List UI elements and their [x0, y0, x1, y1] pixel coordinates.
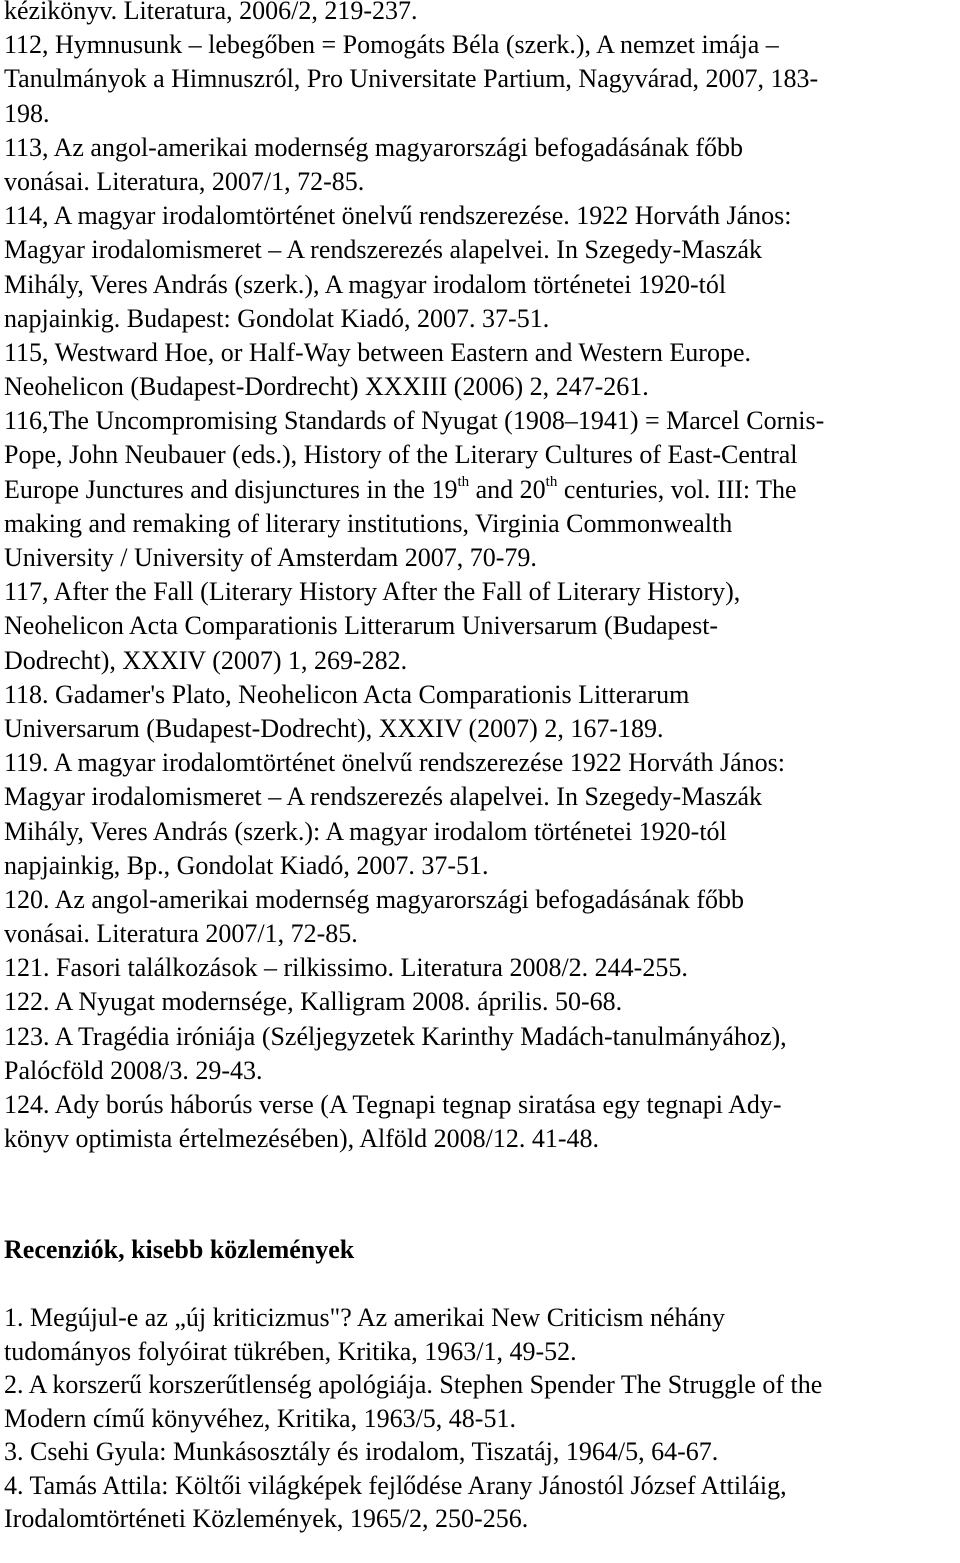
publication-line: napjainkig, Bp., Gondolat Kiadó, 2007. 37-51. — [4, 850, 489, 880]
reviews-list — [4, 1301, 958, 1536]
publication-line: 124. Ady borús háborús verse (A Tegnapi tegnap siratása egy tegnapi Ady- — [4, 1090, 782, 1119]
publication-line: Mihály, Veres András (szerk.): A magyar irodalom történetei 1920-tól — [4, 816, 727, 846]
review-line: Irodalomtörténeti Közlemények, 1965/2, 250-256. — [4, 1504, 529, 1534]
publication-line: napjainkig. Budapest: Gondolat Kiadó, 2007. 37-51. — [4, 303, 550, 333]
publication-line: making and remaking of literary institutions, Virginia Commonwealth — [4, 508, 733, 538]
superscript: th — [545, 473, 558, 490]
publication-line: könyv optimista értelmezésében), Alföld 2008/12. 41-48. — [4, 1124, 599, 1154]
publication-line: Mihály, Veres András (szerk.), A magyar irodalom történetei 1920-tól — [4, 269, 727, 299]
publication-line: 121. Fasori találkozások – rilkissimo. Literatura 2008/2. 244-255. — [4, 953, 688, 983]
line-text: and 20 — [469, 474, 546, 504]
review-line: Modern című könyvéhez, Kritika, 1963/5, 48-51. — [4, 1403, 516, 1433]
publication-line-with-superscripts — [4, 473, 958, 507]
publication-line: Magyar irodalomismeret – A rendszerezés alapelvei. In Szegedy-Maszák — [4, 782, 763, 812]
publication-line: vonásai. Literatura 2007/1, 72-85. — [4, 919, 358, 949]
publication-line: kézikönyv. Literatura, 2006/2, 219-237. — [4, 0, 418, 25]
publication-line: 115, Westward Hoe, or Half-Way between Eastern and Western Europe. — [4, 337, 751, 367]
section-gap — [4, 1267, 958, 1301]
publication-line: Universarum (Budapest-Dodrecht), XXXIV (2007) 2, 167-189. — [4, 713, 664, 743]
publication-line: 113, Az angol-amerikai modernség magyarországi befogadásának főbb — [4, 132, 744, 162]
review-line: 1. Megújul-e az „új kriticizmus"? Az amerikai New Criticism néhány — [4, 1303, 726, 1333]
publication-line: 117, After the Fall (Literary History After the Fall of Literary History), — [4, 577, 741, 607]
publication-line: 119. A magyar irodalomtörténet önelvű rendszerezése 1922 Horváth János: — [4, 748, 785, 778]
publication-line: 120. Az angol-amerikai modernség magyarországi befogadásának főbb — [4, 884, 745, 914]
publication-line: 116,The Uncompromising Standards of Nyugat (1908–1941) = Marcel Cornis- — [4, 406, 825, 436]
publication-line: 122. A Nyugat modernsége, Kalligram 2008. április. 50-68. — [4, 987, 623, 1017]
review-line: tudományos folyóirat tükrében, Kritika, 1963/1, 49-52. — [4, 1336, 577, 1366]
publication-line: 112, Hymnusunk – lebegőben = Pomogáts Béla (szerk.), A nemzet imája – — [4, 30, 779, 60]
publication-line: 123. A Tragédia iróniája (Széljegyzetek Karinthy Madách-tanulmányához), — [4, 1021, 787, 1051]
publication-line: vonásai. Literatura, 2007/1, 72-85. — [4, 166, 365, 196]
publication-line: 114, A magyar irodalomtörténet önelvű rendszerezése. 1922 Horváth János: — [4, 201, 792, 231]
review-line: 4. Tamás Attila: Költői világképek fejlődése Arany Jánostól József Attiláig, — [4, 1470, 787, 1500]
review-line: 3. Csehi Gyula: Munkásosztály és irodalom, Tiszatáj, 1964/5, 64-67. — [4, 1437, 719, 1467]
publication-line: Tanulmányok a Himnuszról, Pro Universitate Partium, Nagyvárad, 2007, 183- — [4, 64, 819, 94]
section-gap — [4, 1156, 958, 1233]
publication-line: Pope, John Neubauer (eds.), History of the Literary Cultures of East-Central — [4, 440, 798, 470]
publication-line: 198. — [4, 98, 50, 128]
document-page — [4, 0, 958, 1536]
section-heading: Recenziók, kisebb közlemények — [4, 1235, 355, 1265]
publication-line: Neohelicon Acta Comparationis Litterarum Universarum (Budapest- — [4, 611, 719, 641]
publication-line: 118. Gadamer's Plato, Neohelicon Acta Comparationis Litterarum — [4, 679, 690, 709]
superscript: th — [457, 473, 470, 490]
publication-line: Dodrecht), XXXIV (2007) 1, 269-282. — [4, 645, 408, 675]
line-text: centuries, vol. III: The — [557, 474, 797, 504]
publication-line: Palócföld 2008/3. 29-43. — [4, 1055, 263, 1085]
publication-line: Magyar irodalomismeret – A rendszerezés alapelvei. In Szegedy-Maszák — [4, 235, 763, 265]
review-line: 2. A korszerű korszerűtlenség apológiája. Stephen Spender The Struggle of the — [4, 1370, 823, 1400]
line-text: Europe Junctures and disjunctures in the 19 — [4, 474, 458, 504]
publication-line: University / University of Amsterdam 2007, 70-79. — [4, 543, 537, 572]
publications-list — [4, 0, 958, 1156]
publication-line: Neohelicon (Budapest-Dordrecht) XXXIII (2006) 2, 247-261. — [4, 372, 649, 402]
